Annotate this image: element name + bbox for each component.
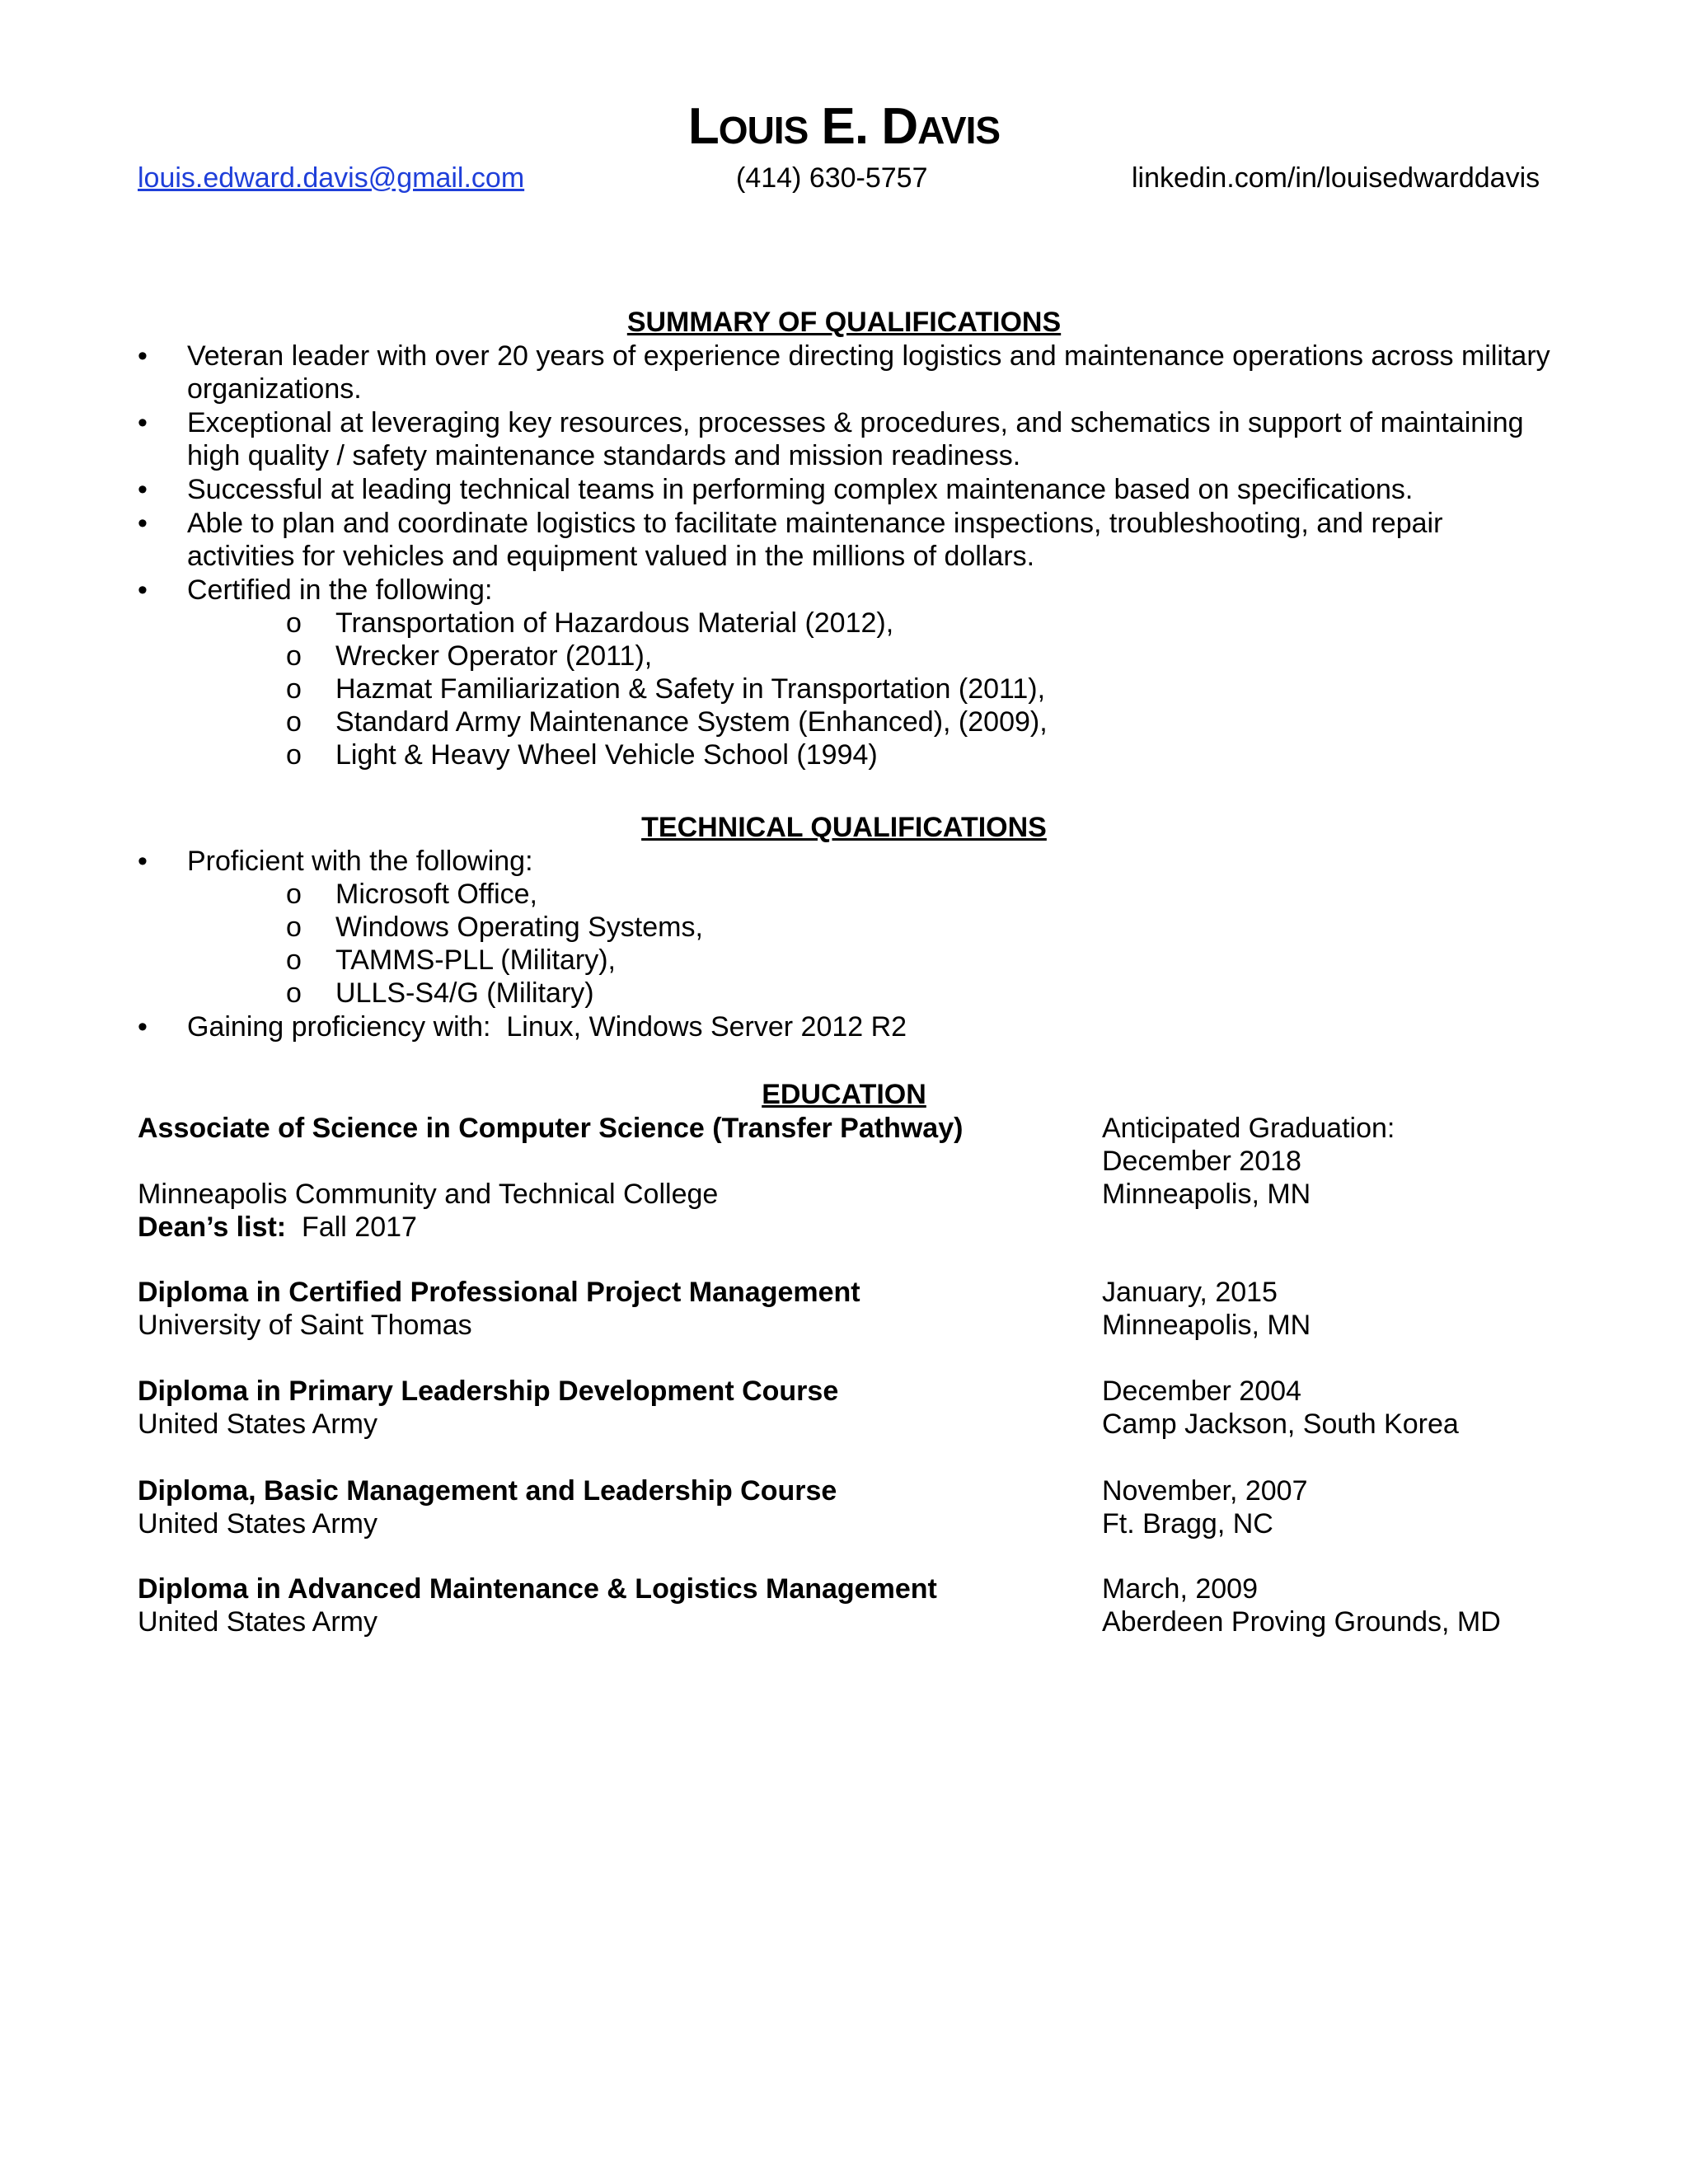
school-location: Minneapolis, MN (1102, 1310, 1311, 1341)
honor-label: Dean’s list: (138, 1212, 287, 1243)
education-entry (138, 1474, 1588, 1540)
proficient-item: o TAMMS-PLL (Military), (138, 944, 1555, 977)
proficient-item: o Microsoft Office, (138, 878, 1555, 911)
school-location: Aberdeen Proving Grounds, MD (1102, 1606, 1501, 1638)
technical-heading: TECHNICAL QUALIFICATIONS (641, 812, 1047, 843)
certification-item: o Standard Army Maintenance System (Enhanced), (2009), (138, 705, 1555, 738)
summary-bullet: • Able to plan and coordinate logistics to facilitate maintenance inspections, troubleshooting, and repair activities for vehicles and equipment valued in the millions of dollars. (138, 507, 1555, 573)
education-entry (138, 1572, 1588, 1638)
summary-bullet: • Exceptional at leveraging key resources, processes & procedures, and schematics in support of maintaining high quality / safety maintenance standards and mission readiness. (138, 406, 1555, 472)
education-entry (138, 1375, 1588, 1441)
education-entry (138, 1112, 1588, 1244)
school-name: United States Army (138, 1606, 378, 1638)
degree-date: January, 2015 (1102, 1277, 1278, 1308)
certification-list (187, 607, 1555, 771)
degree-title: Diploma in Certified Professional Project Management (138, 1277, 860, 1308)
certification-item: o Transportation of Hazardous Material (2012), (138, 607, 1555, 640)
school-name: United States Army (138, 1508, 378, 1540)
phone-number: (414) 630-5757 (736, 162, 928, 194)
certification-item: o Light & Heavy Wheel Vehicle School (1994) (138, 738, 1555, 771)
certification-item: o Wrecker Operator (2011), (138, 640, 1555, 673)
degree-title: Diploma in Advanced Maintenance & Logistics Management (138, 1573, 937, 1605)
summary-bullet: • Veteran leader with over 20 years of experience directing logistics and maintenance operations across military organizations. (138, 340, 1555, 405)
linkedin-url: linkedin.com/in/louisedwarddavis (1132, 162, 1540, 194)
degree-date: December 2004 (1102, 1376, 1301, 1407)
school-name: United States Army (138, 1408, 378, 1440)
school-location: Camp Jackson, South Korea (1102, 1408, 1459, 1440)
school-name: Minneapolis Community and Technical College (138, 1179, 719, 1210)
certification-item: o Hazmat Familiarization & Safety in Transportation (2011), (138, 673, 1555, 705)
graduation-date: December 2018 (1102, 1146, 1301, 1177)
summary-bullet (138, 574, 1555, 771)
proficient-item: o Windows Operating Systems, (138, 911, 1555, 944)
email-link[interactable]: louis.edward.davis@gmail.com (138, 162, 525, 194)
degree-date: March, 2009 (1102, 1573, 1258, 1605)
school-location: Ft. Bragg, NC (1102, 1508, 1273, 1540)
degree-title: Diploma, Basic Management and Leadership Course (138, 1475, 837, 1507)
certified-label: Certified in the following: (187, 574, 493, 606)
degree-title: Diploma in Primary Leadership Development Course (138, 1376, 839, 1407)
graduation-label: Anticipated Graduation: (1102, 1113, 1395, 1144)
technical-list (138, 845, 1555, 1044)
summary-heading: SUMMARY OF QUALIFICATIONS (626, 307, 1062, 338)
education-heading: EDUCATION (762, 1079, 926, 1110)
school-location: Minneapolis, MN (1102, 1179, 1311, 1210)
proficient-label: Proficient with the following: (187, 846, 533, 877)
proficient-list (187, 878, 1555, 1010)
technical-bullet: • Gaining proficiency with: Linux, Windows Server 2012 R2 (138, 1010, 1555, 1043)
name-heading: LOUIS E. DAVIS (687, 98, 1001, 155)
education-entry (138, 1276, 1588, 1342)
proficient-item: o ULLS-S4/G (Military) (138, 977, 1555, 1010)
degree-date: November, 2007 (1102, 1475, 1308, 1507)
technical-bullet (138, 845, 1555, 1010)
school-name: University of Saint Thomas (138, 1310, 472, 1341)
honor-value: Fall 2017 (302, 1212, 417, 1243)
degree-title: Associate of Science in Computer Science (Transfer Pathway) (138, 1113, 964, 1144)
honor-line (138, 1211, 417, 1244)
summary-bullet: • Successful at leading technical teams in performing complex maintenance based on specifications. (138, 473, 1555, 506)
summary-list (138, 340, 1555, 772)
